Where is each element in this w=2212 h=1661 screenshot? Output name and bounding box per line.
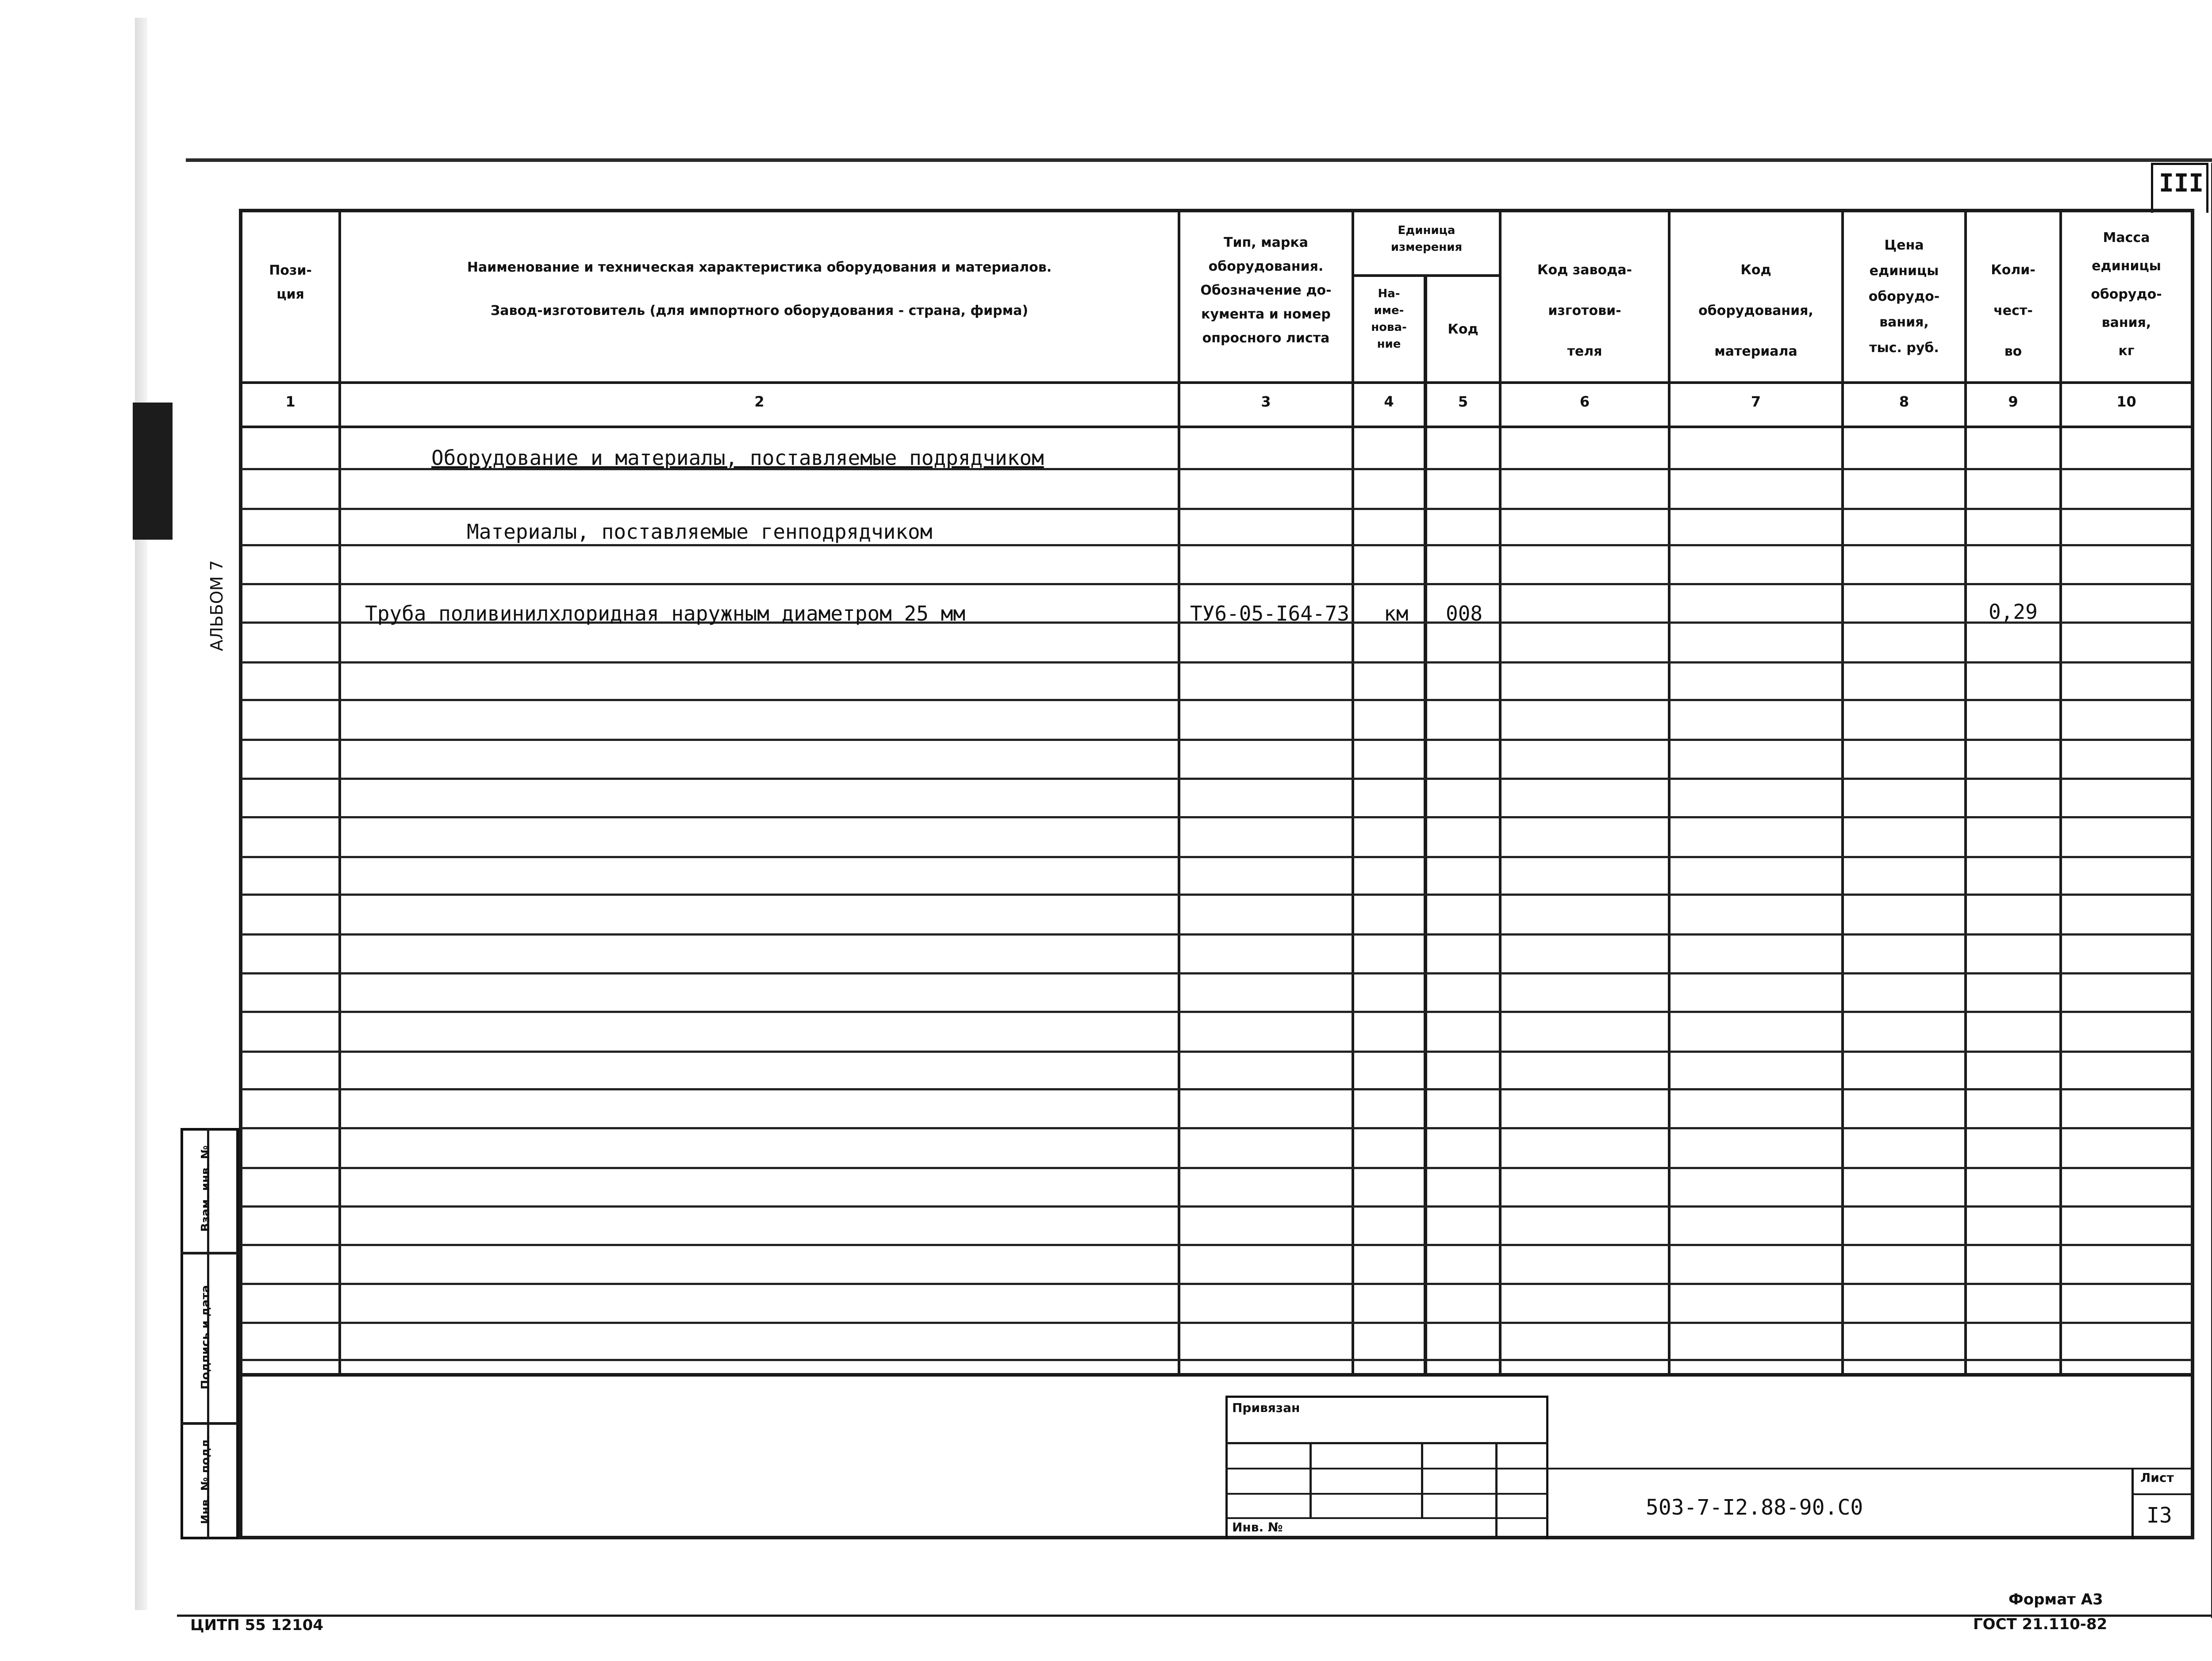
item-unit: км xyxy=(1384,602,1409,625)
item-qty: 0,29 xyxy=(1989,600,2038,624)
col-div-2 xyxy=(1178,209,1180,1377)
header-bottom xyxy=(239,381,2194,384)
col-div-1 xyxy=(338,209,341,1377)
gost-label: ГОСТ 21.110-82 xyxy=(1973,1615,2108,1633)
colnum-1: 1 xyxy=(285,393,296,410)
side-stamp-div2 xyxy=(180,1422,239,1425)
sheet-number: I3 xyxy=(2147,1503,2172,1528)
col-div-5 xyxy=(1499,209,1502,1377)
frame-bottom-outer xyxy=(177,1615,2212,1617)
frame-top xyxy=(239,209,2194,212)
number-row-bottom xyxy=(239,426,2194,428)
side-stamp-inv-podl: Инв. № подл. xyxy=(199,1435,212,1524)
table-end-line xyxy=(239,1373,2194,1377)
col-div-7 xyxy=(1841,209,1844,1377)
sheet-label: Лист xyxy=(2140,1470,2174,1485)
colnum-5: 5 xyxy=(1458,393,1468,410)
frame-bottom xyxy=(239,1536,2194,1539)
item-doc: ТУ6-05-I64-73 xyxy=(1190,602,1350,625)
frame-left xyxy=(239,209,242,1539)
frame-right xyxy=(2191,209,2194,1539)
stamp-linked-label: Привязан xyxy=(1232,1400,1300,1415)
header-col3: Тип, марка оборудования. Обозначение до- кумента и номер опросного листа xyxy=(1200,235,1332,346)
stamp-vline-1 xyxy=(1310,1442,1312,1517)
stamp-line-2 xyxy=(1225,1468,1548,1469)
header-unit-group: Единица измерения xyxy=(1390,224,1463,254)
colnum-10: 10 xyxy=(2116,393,2136,410)
document-code: 503-7-I2.88-90.C0 xyxy=(1646,1495,1863,1520)
stamp-vline-3 xyxy=(1495,1442,1498,1539)
scan-edge-strip xyxy=(135,18,147,1610)
header-col8: Цена единицы оборудо- вания, тыс. руб. xyxy=(1868,238,1940,356)
colnum-4: 4 xyxy=(1384,393,1394,410)
colnum-6: 6 xyxy=(1579,393,1590,410)
header-col10: Масса единицы оборудо- вания, кг xyxy=(2091,230,2162,359)
item-name: Труба поливинилхлоридная наружным диаметром 25 мм xyxy=(365,602,966,625)
header-col4: На- име- нова- ние xyxy=(1371,287,1407,351)
stamp-line-3 xyxy=(1225,1493,1548,1495)
col-div-9 xyxy=(2059,209,2062,1377)
col-div-4 xyxy=(1424,276,1427,1377)
album-label: АЛЬБОМ 7 xyxy=(207,560,227,651)
colnum-3: 3 xyxy=(1261,393,1271,410)
sheet-number-divider xyxy=(2131,1493,2194,1495)
section-title-general-contractor: Материалы, поставляемые генподрядчиком xyxy=(467,520,933,544)
header-col9: Коли- чест- во xyxy=(1991,262,2035,359)
header-col6: Код завода- изготови- теля xyxy=(1537,262,1632,359)
header-col5: Код xyxy=(1448,322,1479,337)
title-top-line xyxy=(1548,1468,2194,1469)
stamp-line-1 xyxy=(1225,1442,1548,1444)
side-stamp-div1 xyxy=(180,1252,239,1254)
col-div-3 xyxy=(1352,209,1354,1377)
stamp-inv-no: Инв. № xyxy=(1232,1520,1283,1534)
side-stamp-vzam: Взам. инв. № xyxy=(199,1145,212,1232)
section-title-contractor: Оборудование и материалы, поставляемые подрядчиком xyxy=(431,446,1044,470)
colnum-2: 2 xyxy=(754,393,764,410)
unit-group-divider xyxy=(1352,274,1502,277)
colnum-9: 9 xyxy=(2008,393,2018,410)
footer-code: ЦИТП 55 12104 xyxy=(190,1616,323,1634)
colnum-8: 8 xyxy=(1899,393,1909,410)
header-col1: Пози- ция xyxy=(269,263,312,302)
header-col7: Код оборудования, материала xyxy=(1698,262,1813,359)
stamp-line-4 xyxy=(1225,1517,1548,1519)
scan-top-line xyxy=(186,158,2212,162)
format-label: Формат А3 xyxy=(2008,1591,2103,1608)
stamp-vline-2 xyxy=(1421,1442,1423,1517)
colnum-7: 7 xyxy=(1751,393,1761,410)
scan-dark-blob xyxy=(133,403,173,540)
col-div-8 xyxy=(1964,209,1967,1377)
corner-mark: III xyxy=(2159,169,2204,198)
side-stamp-podpis: Подпись и дата xyxy=(199,1285,212,1390)
header-col2-line1: Наименование и техническая характеристика оборудования и материалов. xyxy=(467,260,1052,275)
item-code: 008 xyxy=(1446,602,1483,625)
header-col2-line2: Завод-изготовитель (для импортного оборудования - страна, фирма) xyxy=(490,303,1029,318)
col-div-6 xyxy=(1668,209,1671,1377)
